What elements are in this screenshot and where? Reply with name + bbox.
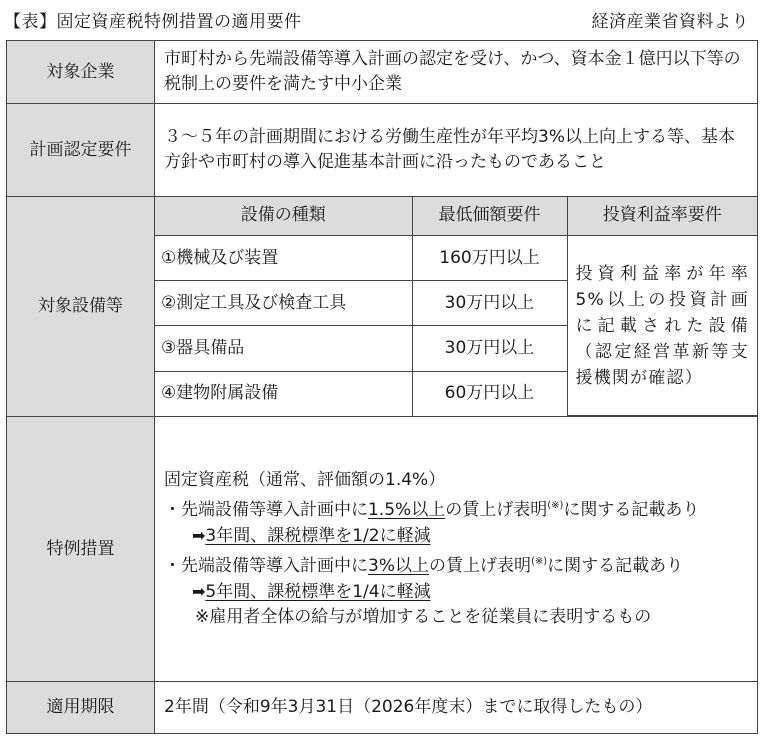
equipment-price: 30万円以上 — [412, 281, 567, 326]
content-period: 2年間（令和9年3月31日（2026年度末）までに取得したもの） — [155, 681, 758, 733]
page-title: 【表】固定資産税特例措置の適用要件 — [4, 12, 302, 32]
arrow-right-icon: ➡ — [192, 582, 206, 602]
source-note: 経済産業省資料より — [591, 12, 749, 32]
result-1-text: 3年間、課税標準を1/2に軽減 — [205, 526, 431, 547]
header-min-price: 最低価額要件 — [412, 197, 567, 236]
label-plan-requirement: 計画認定要件 — [7, 104, 155, 196]
bullet-2-underlined: 3%以上 — [368, 556, 429, 577]
bullet-1-note-mark: (※) — [547, 500, 564, 512]
equipment-name: ①機械及び装置 — [155, 235, 412, 280]
bullet-2-note-mark: (※) — [530, 556, 548, 568]
result-2 — [164, 579, 749, 605]
special-measure-intro: 固定資産税（通常、評価額の1.4%） — [164, 470, 446, 491]
bullet-1 — [164, 493, 749, 523]
bullet-1-tail: に関する記載あり — [563, 500, 700, 521]
equipment-name: ③器具備品 — [155, 326, 412, 371]
header-roi: 投資利益率要件 — [567, 197, 757, 236]
bullet-1-pre: ・先端設備等導入計画中に — [164, 500, 368, 521]
label-target-company: 対象企業 — [7, 41, 155, 104]
requirements-table — [6, 40, 758, 734]
bullet-2-post: の賃上げ表明 — [428, 556, 531, 577]
footnote: ※雇用者全体の給与が増加することを従業員に表明するもの — [195, 607, 652, 628]
row-period — [7, 681, 758, 733]
arrow-right-icon: ➡ — [192, 526, 206, 546]
row-equipment — [7, 196, 758, 417]
content-plan-requirement: ３～５年の計画期間における労働生産性が年平均3%以上向上する等、基本方針や市町村の導入促進基本計画に沿ったものであること — [155, 104, 758, 196]
content-target-company: 市町村から先端設備等導入計画の認定を受け、かつ、資本金１億円以下等の税制上の要件を満たす中小企業 — [155, 41, 758, 104]
label-period: 適用期限 — [7, 681, 155, 733]
page-header — [0, 0, 763, 40]
bullet-1-underlined: 1.5%以上 — [368, 500, 446, 521]
result-2-text: 5年間、課税標準を1/4に軽減 — [205, 582, 431, 603]
equipment-table — [155, 197, 757, 417]
result-1 — [164, 523, 749, 549]
bullet-2-pre: ・先端設備等導入計画中に — [164, 556, 368, 577]
label-special-measure: 特例措置 — [7, 417, 155, 681]
content-equipment — [155, 196, 758, 417]
bullet-1-post: の賃上げ表明 — [445, 500, 548, 521]
equipment-row — [155, 235, 757, 280]
equipment-price: 160万円以上 — [412, 235, 567, 280]
bullet-2-tail: に関する記載あり — [547, 556, 684, 577]
roi-requirement-text: 投資利益率が年率5%以上の投資計画に記載された設備（認定経営革新等支援機関が確認） — [567, 235, 757, 415]
bullet-2 — [164, 549, 749, 579]
equipment-price: 60万円以上 — [412, 371, 567, 416]
equipment-price: 30万円以上 — [412, 326, 567, 371]
content-special-measure — [155, 417, 758, 681]
row-special-measure — [7, 417, 758, 681]
row-plan-requirement — [7, 104, 758, 196]
row-target-company — [7, 41, 758, 104]
equipment-name: ②測定工具及び検査工具 — [155, 281, 412, 326]
label-equipment: 対象設備等 — [7, 196, 155, 417]
equipment-name: ④建物附属設備 — [155, 371, 412, 416]
header-equipment-type: 設備の種類 — [155, 197, 412, 236]
